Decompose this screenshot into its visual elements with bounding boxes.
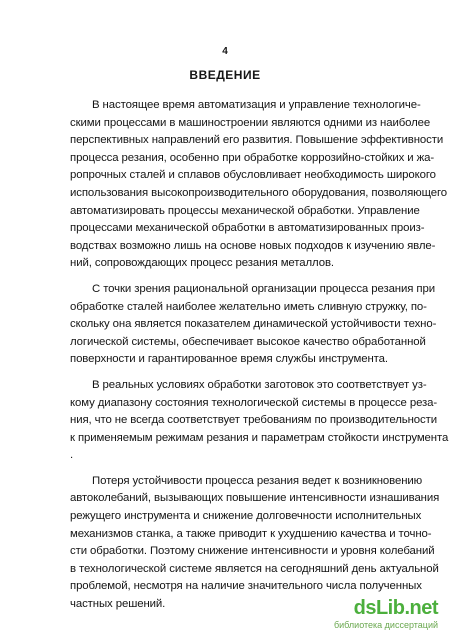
page-number: 4 bbox=[222, 46, 228, 57]
text-line: ропрочных сталей и сплавов обусловливает необходимость широкого bbox=[70, 169, 436, 182]
text-line: перспективных направлений его развития. Повышение эффективности bbox=[70, 134, 444, 147]
text-line: . bbox=[70, 449, 74, 462]
text-line: сти обработки. Поэтому снижение интенсивности и уровня колебаний bbox=[70, 545, 435, 558]
paragraph bbox=[70, 473, 440, 614]
text-line: автоколебаний, вызывающих повышение интенсивности изнашивания bbox=[70, 492, 440, 505]
paragraph bbox=[70, 97, 447, 273]
text-line: процесса резания, особенно при обработке коррозийно-стойких и жа- bbox=[70, 151, 435, 164]
body-text bbox=[70, 97, 449, 614]
text-line: автоматизировать процессы механической обработки. Управление bbox=[70, 204, 420, 217]
paragraph-gap bbox=[70, 369, 430, 377]
text-line: ний, сопровождающих процесс резания металлов. bbox=[70, 257, 334, 270]
paragraph bbox=[70, 281, 437, 369]
paragraph-gap bbox=[70, 465, 430, 473]
section-heading: ВВЕДЕНИЕ bbox=[189, 68, 261, 82]
text-line: режущего инструмента и снижение долговечности исполнительных bbox=[70, 510, 422, 523]
text-line: частных решений. bbox=[70, 598, 166, 611]
watermark-tagline: библиотека диссертаций bbox=[333, 620, 438, 630]
text-line: логической системы, обеспечивает высокое качество обработанной bbox=[70, 335, 426, 348]
watermark-logo-text: dsLib.net bbox=[353, 597, 438, 619]
text-line: обработке сталей наиболее желательно иметь сливную стружку, по- bbox=[70, 300, 427, 313]
text-line: проблемой, несмотря на наличие значительного числа полученных bbox=[70, 580, 422, 593]
text-line: водствах возможно лишь на основе новых подходов к изучению явле- bbox=[70, 239, 436, 252]
text-line: к применяемым режимам резания и параметрам стойкости инструмента bbox=[70, 431, 449, 444]
text-line: кому диапазону состояния технологической системы в процессе реза- bbox=[70, 396, 438, 409]
text-line: в технологической системе является на сегодняшний день актуальной bbox=[70, 562, 439, 575]
text-line: процессами механической обработки в автоматизированных произ- bbox=[70, 222, 425, 235]
text-line: Потеря устойчивости процесса резания ведет к возникновению bbox=[92, 474, 423, 487]
text-line: В настоящее время автоматизация и управление технологиче- bbox=[92, 99, 421, 111]
text-line: поверхности и гарантированное время службы инструмента. bbox=[70, 353, 388, 366]
watermark-logo bbox=[328, 598, 438, 632]
text-line: использования высокопроизводительного оборудования, позволяющего bbox=[70, 186, 447, 199]
text-line: скими процессами в машиностроении являются одними из наиболее bbox=[70, 116, 431, 129]
text-line: С точки зрения рациональной организации процесса резания при bbox=[92, 282, 435, 295]
paragraph-gap bbox=[70, 273, 430, 281]
text-line: В реальных условиях обработки заготовок это соответствует уз- bbox=[92, 378, 427, 391]
text-line: ния, что не всегда соответствует требованиям по производительности bbox=[70, 414, 437, 427]
text-line: скольку она является показателем динамической устойчивости техно- bbox=[70, 318, 437, 331]
paragraph bbox=[70, 377, 449, 465]
text-line: механизмов станка, а также приводит к ухудшению качества и точно- bbox=[70, 527, 432, 540]
